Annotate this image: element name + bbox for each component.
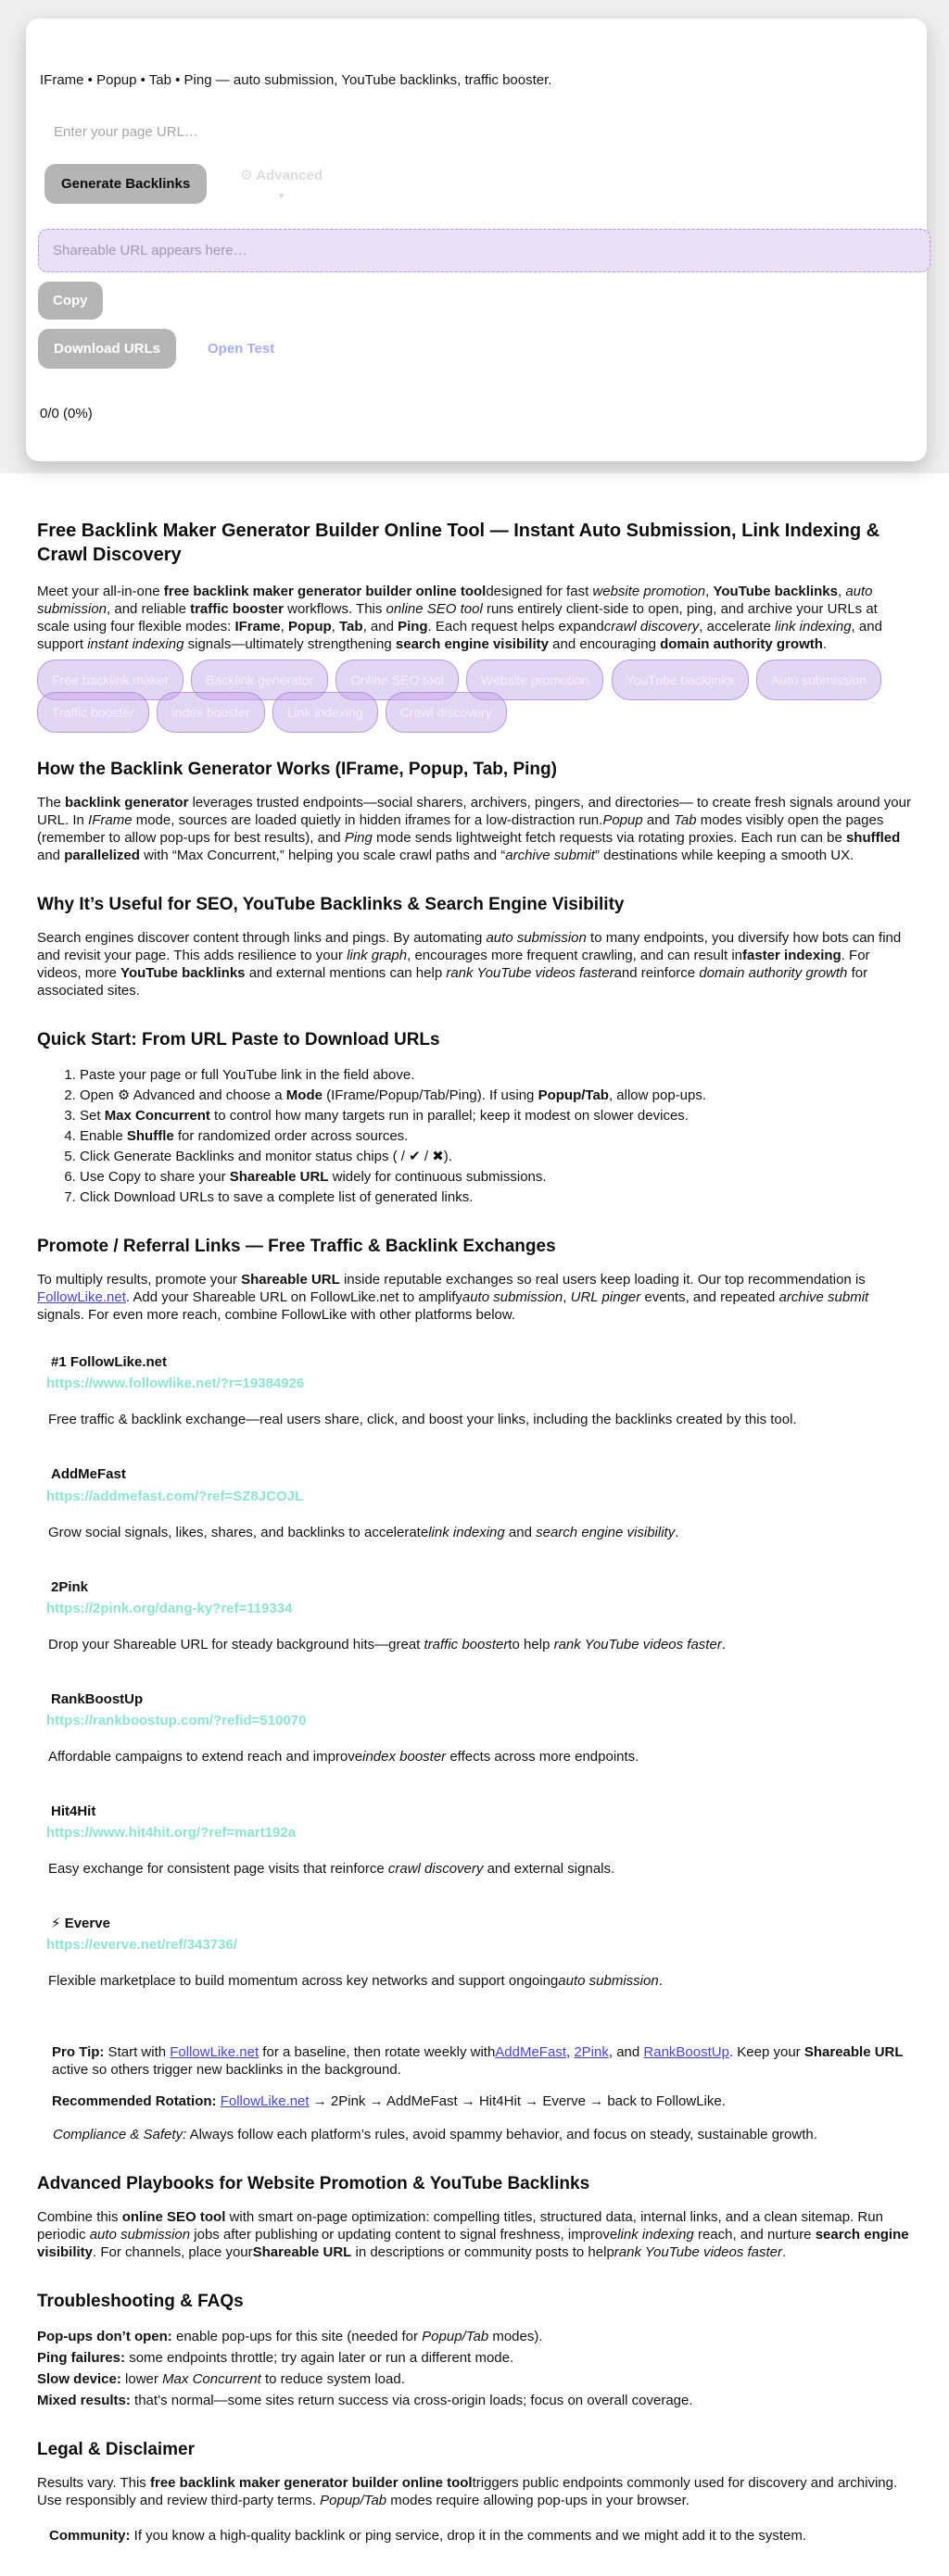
section-title-how-it-works: How the Backlink Generator Works (IFrame, Popup, Tab, Ping) bbox=[37, 760, 557, 780]
quick-start-list bbox=[37, 1066, 913, 1206]
inline-link[interactable]: RankBoostUp bbox=[643, 2044, 729, 2061]
recommended-rotation-paragraph: Recommended Rotation: FollowLike.net → 2Pink → AddMeFast → Hit4Hit → Everve → back to FollowLike. bbox=[52, 2093, 726, 2110]
platform-description: Free traffic & backlink exchange—real users share, click, and boost your links, including the backlinks created by this tool. bbox=[48, 1412, 797, 1428]
page-url-input[interactable] bbox=[39, 111, 569, 153]
platform-referral-link[interactable]: https://rankboostup.com/?refid=510070 bbox=[46, 1712, 307, 1728]
platform-name: AddMeFast bbox=[51, 1466, 126, 1483]
keyword-chip: Traffic booster bbox=[37, 692, 149, 733]
inline-link[interactable]: AddMeFast bbox=[495, 2044, 566, 2061]
quick-start-step: 7. Click Download URLs to save a complete list of generated links. bbox=[80, 1188, 913, 1206]
platform-name: 2Pink bbox=[51, 1578, 89, 1595]
backlink-tool-card bbox=[26, 19, 927, 461]
keyword-chip: Online SEO tool bbox=[335, 660, 458, 700]
legal-paragraph: Results vary. This free backlink maker generator builder online tooltriggers public endpoints commonly used for discovery and archiving. Use responsibly and review third-party terms. Popup/Tab modes require allowing pop-ups in your browser. bbox=[37, 2474, 898, 2508]
copy-button[interactable]: Copy bbox=[38, 282, 103, 320]
faq-item: Ping failures: some endpoints throttle; try again later or run a different mode. bbox=[37, 2350, 514, 2367]
how-it-works-paragraph: The backlink generator leverages trusted endpoints—social sharers, archivers, pingers, and directories— to create fresh signals around your URL. In IFrame mode, sources are loaded quietly in hidden iframes for a low-distraction run.Popup and Tab modes visibly open the pages (remember to allow pop-ups for best results), and Ping mode sends lightweight fetch requests via rotating proxies. Each run can be shuffled and parallelized with “Max Concurrent,” helping you scale crawl paths and “archive submit” destinations while keeping a smooth UX. bbox=[37, 795, 911, 864]
platform-name: Hit4Hit bbox=[51, 1803, 96, 1819]
platform-description: Grow social signals, likes, shares, and backlinks to acceleratelink indexing and search engine visibility. bbox=[48, 1524, 679, 1540]
section-title-faq: Troubleshooting & FAQs bbox=[37, 2292, 244, 2312]
quick-start-step: 2. Open ⚙ Advanced and choose a Mode (IFrame/Popup/Tab/Ping). If using Popup/Tab, allow pop-ups. bbox=[80, 1087, 913, 1104]
generate-backlinks-button[interactable]: Generate Backlinks bbox=[44, 164, 207, 204]
faq-item: Pop-ups don’t open: enable pop-ups for this site (needed for Popup/Tab modes). bbox=[37, 2329, 543, 2344]
download-row bbox=[38, 329, 917, 369]
community-note: Community: If you know a high-quality backlink or ping service, drop it in the comments and we might add it to the system. bbox=[49, 2528, 807, 2545]
quick-start-step: 1. Paste your page or full YouTube link in the field above. bbox=[80, 1066, 913, 1084]
keyword-chip-row bbox=[37, 664, 913, 729]
referral-card-addmefast bbox=[46, 1465, 913, 1540]
platform-referral-link[interactable]: https://2pink.org/dang-ky?ref=119334 bbox=[46, 1600, 293, 1616]
keyword-chip: Free backlink maker bbox=[37, 660, 183, 700]
section-title-why-useful: Why It’s Useful for SEO, YouTube Backlinks & Search Engine Visibility bbox=[37, 895, 625, 915]
advanced-toggle[interactable] bbox=[240, 164, 323, 204]
open-test-link[interactable]: Open Test bbox=[208, 341, 275, 358]
referral-card-rankboostup bbox=[46, 1690, 913, 1766]
promote-paragraph: To multiply results, promote your Shareable URL inside reputable exchanges so real users keep loading it. Our top recommendation is FollowLike.net. Add your Shareable URL on FollowLike.net to amplifyauto submission, URL pinger events, and repeated archive submit signals. For even more reach, combine FollowLike with other platforms below. bbox=[37, 1272, 869, 1324]
inline-link[interactable]: FollowLike.net bbox=[170, 2044, 259, 2061]
platform-description: Flexible marketplace to build momentum across key networks and support ongoingauto submission. bbox=[48, 1973, 663, 1990]
tool-subtitle: IFrame • Popup • Tab • Ping — auto submission, YouTube backlinks, traffic booster. bbox=[40, 72, 552, 88]
platform-referral-link[interactable]: https://everve.net/ref/343736/ bbox=[46, 1937, 237, 1954]
section-title-promote: Promote / Referral Links — Free Traffic & Backlink Exchanges bbox=[37, 1237, 556, 1257]
advanced-playbooks-paragraph: Combine this online SEO tool with smart on-page optimization: compelling titles, structured data, internal links, and a clean sitemap. Run periodic auto submission jobs after publishing or updating content to signal freshness, improvelink indexing reach, and nurture search engine visibility. For channels, place yourShareable URL in descriptions or community posts to helprank YouTube videos faster. bbox=[37, 2209, 909, 2261]
keyword-chip: Backlink generator bbox=[191, 660, 328, 700]
chevron-down-icon: ▾ bbox=[278, 191, 285, 203]
intro-paragraph: Meet your all-in-one free backlink maker generator builder online tooldesigned for fast website promotion, YouTube backlinks, auto submission, and reliable traffic booster workflows. This online SEO tool runs entirely client-side to open, ping, and archive your URLs at scale using four flexible modes: IFrame, Popup, Tab, and Ping. Each request helps expandcrawl discovery, accelerate link indexing, and support instant indexing signals—ultimately strengthening search engine visibility and encouraging domain authority growth. bbox=[37, 584, 882, 653]
platform-referral-link[interactable]: https://www.hit4hit.org/?ref=mart192a bbox=[46, 1824, 297, 1841]
quick-start-step: 5. Click Generate Backlinks and monitor status chips ( / ✔ / ✖). bbox=[80, 1148, 913, 1165]
download-urls-button[interactable]: Download URLs bbox=[38, 329, 176, 369]
faq-list bbox=[37, 2328, 913, 2409]
keyword-chip: Website promotion bbox=[466, 660, 603, 700]
inline-link[interactable]: 2Pink bbox=[574, 2044, 609, 2061]
quick-start-step: 3. Set Max Concurrent to control how many targets run in parallel; keep it modest on slower devices. bbox=[80, 1107, 913, 1125]
quick-start-step: 4. Enable Shuffle for randomized order across sources. bbox=[80, 1127, 913, 1145]
quick-start-step: 6. Use Copy to share your Shareable URL widely for continuous submissions. bbox=[80, 1168, 913, 1186]
platform-name-with-lightning-icon: ⚡ Everve bbox=[51, 1916, 110, 1932]
progress-counter: 0/0 (0%) bbox=[40, 406, 93, 422]
tool-hero-band bbox=[0, 0, 949, 473]
compliance-note: Compliance & Safety: Always follow each platform’s rules, avoid spammy behavior, and focus on steady, sustainable growth. bbox=[53, 2127, 817, 2143]
pro-tip-paragraph: Pro Tip: Start with FollowLike.net for a baseline, then rotate weekly withAddMeFast, 2Pink, and RankBoostUp. Keep your Shareable URL active so others trigger new backlinks in the background. bbox=[52, 2044, 904, 2079]
why-useful-paragraph: Search engines discover content through links and pings. By automating auto submission to many endpoints, you diversify how bots can find and revisit your page. This adds resilience to your link graph, encourages more frequent crawling, and can result infaster indexing. For videos, more YouTube backlinks and external mentions can help rank YouTube videos fasterand reinforce domain authority growth for associated sites. bbox=[37, 930, 902, 999]
shareable-url-output[interactable] bbox=[38, 229, 930, 272]
inline-link[interactable]: FollowLike.net bbox=[37, 1289, 126, 1306]
keyword-chip: Link indexing bbox=[272, 692, 378, 733]
platform-description: Easy exchange for consistent page visits that reinforce crawl discovery and external signals. bbox=[48, 1860, 615, 1877]
section-title-legal: Legal & Disclaimer bbox=[37, 2440, 196, 2460]
referral-card-everve bbox=[46, 1915, 913, 1990]
platform-name: RankBoostUp bbox=[51, 1690, 144, 1707]
keyword-chip: Index booster bbox=[157, 692, 265, 733]
section-title-quick-start: Quick Start: From URL Paste to Download URLs bbox=[37, 1030, 440, 1050]
platform-name: #1 FollowLike.net bbox=[51, 1354, 168, 1371]
platform-referral-link[interactable]: https://addmefast.com/?ref=SZ8JCOJL bbox=[46, 1488, 304, 1504]
platform-description: Drop your Shareable URL for steady background hits—great traffic boosterto help rank YouTube videos faster. bbox=[48, 1636, 726, 1652]
platform-referral-link[interactable]: https://www.followlike.net/?r=19384926 bbox=[46, 1376, 305, 1392]
keyword-chip: YouTube backlinks bbox=[612, 660, 749, 700]
keyword-chip: Auto submission bbox=[756, 660, 881, 700]
section-title-advanced-playbooks: Advanced Playbooks for Website Promotion & YouTube Backlinks bbox=[37, 2174, 590, 2194]
inline-link[interactable]: FollowLike.net bbox=[220, 2093, 310, 2110]
gear-icon-advanced-label: ⚙ Advanced bbox=[240, 168, 323, 184]
faq-item: Mixed results: that’s normal—some sites return success via cross-origin loads; focus on overall coverage. bbox=[37, 2393, 693, 2409]
referral-card-2pink bbox=[46, 1578, 913, 1653]
generate-controls-row bbox=[44, 164, 917, 204]
referral-card-hit4hit bbox=[46, 1803, 913, 1878]
page-title: Free Backlink Maker Generator Builder Online Tool — Instant Auto Submission, Link Indexing & Crawl Discovery bbox=[37, 521, 880, 565]
faq-item: Slow device: lower Max Concurrent to reduce system load. bbox=[37, 2371, 405, 2388]
referral-card-followlike bbox=[46, 1353, 913, 1428]
keyword-chip: Crawl discovery bbox=[386, 692, 507, 733]
article-body bbox=[0, 473, 949, 2576]
platform-description: Affordable campaigns to extend reach and improveindex booster effects across more endpoints. bbox=[48, 1748, 639, 1765]
